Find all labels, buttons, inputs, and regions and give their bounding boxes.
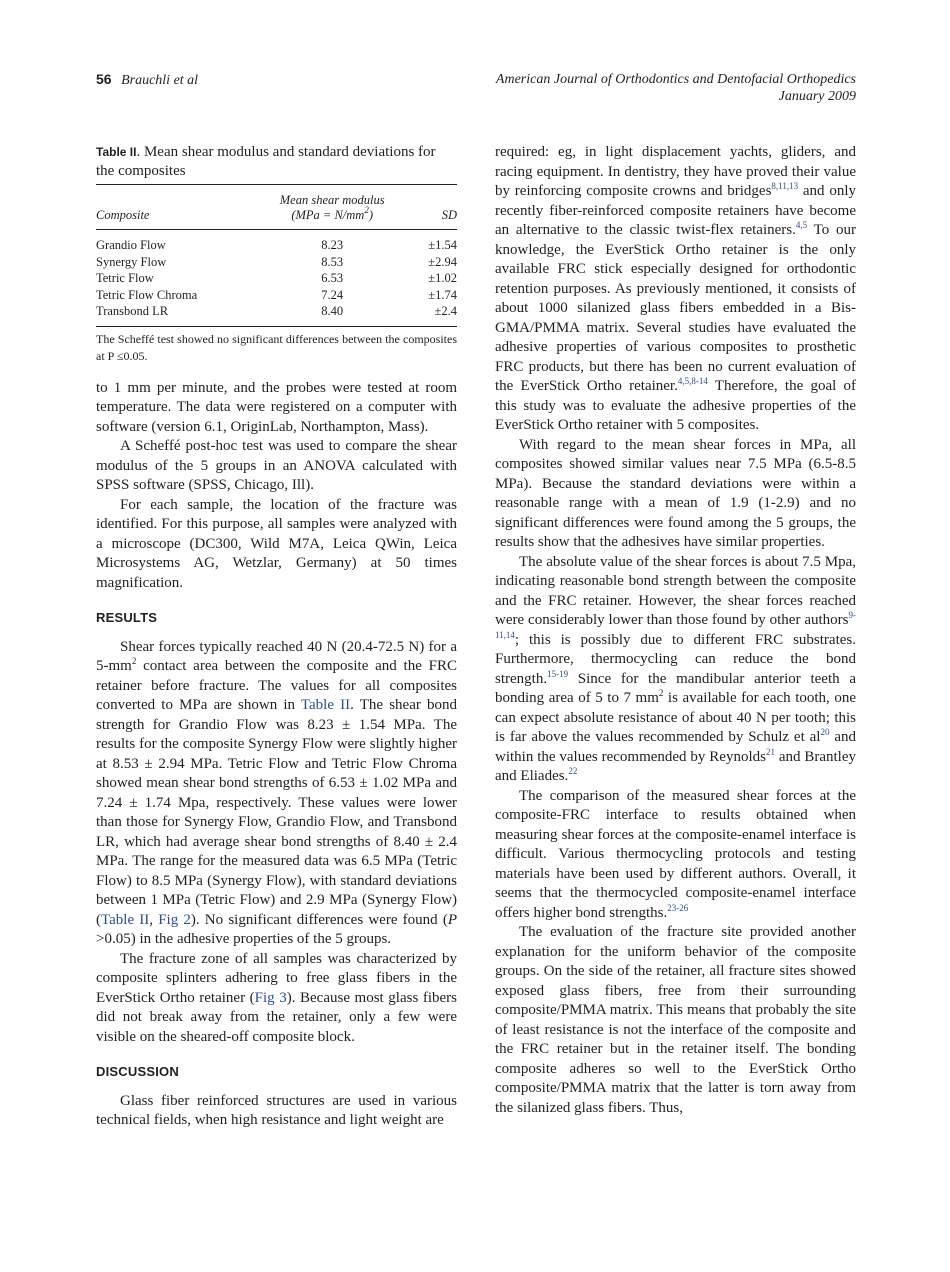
paragraph: The absolute value of the shear forces is about 7.5 Mpa, indicating reasonable bond strength between the composite and the FRC retainer. However, the shear forces reached were considerably lower than those found by other authors$^{9-11,14}$; this is possibly due to different FRC substrates. Furthermore, thermocycling can reduce the bond strength.$^{15-19}$ Since for the mandibular anterior teeth a bonding area of 5 to 7 $mm^2$ is available for each tooth, one can expect absolute resistance of about 40 N per tooth; this is far above the values recommended by Schulz et $al^{20}$ and within the values recommended by Reynolds$^{21}$ and Brantley and Eliades.$^{22}$ — [495, 553, 856, 784]
reference-link[interactable]: 21 — [765, 746, 775, 757]
journal-title: American Journal of Orthodontics and Dentofacial Orthopedics — [495, 72, 856, 87]
table-link[interactable]: Table II — [300, 697, 351, 713]
paragraph: required: eg, in light displacement yachts, gliders, and racing equipment. In dentistry, they have proved their value by reinforcing composite crowns and bridges$^{8,11,13}$ and only recently fiber-reinforced composite retainers have become an alternative to the classic twist-flex retainers.$^{4,5}$ To our knowledge, the EverStick Ortho retainer is the only available FRC stick especially designed for orthodontic retention purposes. As previously mentioned, it consists of about 1000 silanized glass fibers embedded in a Bis-GMA/PMMA matrix. Several studies have evaluated the adhesive properties of various composites to prosthetic FRC products, but there has been no current evaluation of the EverStick Ortho retainer.$^{4,5,8-14}$ Therefore, the goal of this study was to evaluate the adhesive properties of the EverStick Ortho retainer with 5 composites. — [495, 144, 856, 433]
running-header-left — [96, 71, 198, 89]
table-row: Synergy Flow 8.53 ±2.94 — [96, 254, 457, 269]
table-row: Tetric Flow Chroma 7.24 ±1.74 — [96, 287, 457, 302]
running-header-right — [436, 71, 856, 105]
running-authors: Brauchli et al — [121, 73, 199, 88]
col-header-modulus-line1: Mean shear modulus — [279, 193, 385, 207]
table-caption-text: . Mean shear modulus and standard deviations for the composites — [96, 144, 436, 179]
paragraph: For each sample, the location of the fracture was identified. For this purpose, all samples were analyzed with a microscope (DC300, Wild M7A, Leica QWin, Leica Microsystems AG, Wetzlar, Germany) at 50 times magnification. — [96, 496, 457, 591]
table-label: Table II — [96, 145, 137, 159]
paragraph: to 1 mm per minute, and the probes were tested at room temperature. The data were registered on a computer with software (version 6.1, OriginLab, Northampton, Mass). — [96, 379, 457, 435]
paragraph: The evaluation of the fracture site provided another explanation for the uniform behavior of the composite groups. On the side of the retainer, all fracture sites showed exposed glass fibers, free from their surrounding composite/PMMA matrix. This means that probably the site of least resistance is not the interface of the composite and the FRC retainer but in the retainer itself. The bonding composite adheres so well to the EverStick Ortho composite/PMMA matrix that the latter is torn away from the silanized glass fibers. Thus, — [495, 924, 856, 1116]
issue-date: January 2009 — [778, 89, 856, 104]
reference-link[interactable]: 20 — [820, 727, 830, 737]
paragraph: A Scheffé post-hoc test was used to compare the shear modulus of the 5 groups in an ANOVA calculated with SPSS software (SPSS, Chicago, Ill). — [96, 438, 457, 493]
results-heading: RESULTS — [96, 610, 158, 625]
paragraph: With regard to the mean shear forces in MPa, all composites showed similar values near 7.5 MPa (6.5-8.5 MPa). Because the standard deviations were within a reasonable range with a mean of 1.9 (1-2.9) and no significant differences were found among the 5 groups, the results show that the adhesives have similar properties. — [495, 436, 856, 550]
reference-link[interactable]: 22 — [568, 766, 578, 776]
table-row: Tetric Flow 6.53 ±1.02 — [96, 271, 457, 285]
paragraph: The comparison of the measured shear forces at the composite-FRC interface to results obtained when measuring shear forces at the composite-enamel interface is difficult. Various thermocycling protocols and testing materials have been used by different authors. Overall, it seems that the thermocycled composite-enamel interface offers higher bond strengths.$^{23-26}$ — [495, 787, 856, 921]
left-column — [96, 143, 457, 1131]
paragraph: Glass fiber reinforced structures are used in various technical fields, when high resistance and light weight are — [96, 1092, 457, 1128]
reference-link[interactable]: 9-11,14 — [495, 610, 856, 640]
reference-link[interactable]: 23-26 — [667, 902, 689, 913]
right-column — [495, 143, 856, 1118]
shear-modulus-table — [96, 184, 457, 327]
col-header-composite: Composite — [96, 185, 252, 230]
table-link[interactable]: Table II — [101, 911, 150, 928]
col-header-sd: SD — [413, 185, 457, 230]
reference-link[interactable]: 4,5,8-14 — [677, 376, 708, 386]
figure-link[interactable]: Fig 2 — [158, 911, 191, 928]
reference-link[interactable]: 8,11,13 — [771, 181, 799, 191]
table-row: Transbond LR 8.40 ±2.4 — [96, 303, 457, 326]
reference-link[interactable]: 4,5 — [795, 220, 808, 230]
page-number: 56 — [96, 71, 112, 87]
figure-link[interactable]: Fig 3 — [254, 989, 287, 1006]
paragraph: The fracture zone of all samples was characterized by composite splinters adhering to free glass fibers in the EverStick Ortho retainer (Fig 3). Because most glass fibers did not break away from the retainer, only a few were visible on the sheared-off composite block. — [96, 950, 457, 1045]
table-footnote: The Scheffé test showed no significant differences between the composites at P ≤0.05. — [96, 331, 457, 363]
table-caption — [96, 143, 457, 181]
reference-link[interactable]: 15-19 — [547, 668, 569, 679]
discussion-heading: DISCUSSION — [96, 1064, 179, 1079]
col-header-modulus — [252, 185, 413, 230]
col-header-modulus-line2: $(MPa = N/mm^2)$ — [291, 205, 374, 222]
table-row: Grandio Flow 8.23 ±1.54 — [96, 238, 457, 252]
paragraph: Shear forces typically reached 40 N (20.4-72.5 N) for a $5-mm^2$ contact area between the composite and the FRC retainer before fracture. The values for all composites converted to MPa are shown in Table II. The shear bond strength for Grandio Flow was 8.23 ± 1.54 MPa. The results for the composite Synergy Flow were slightly higher at 8.53 ± 2.94 MPa. Tetric Flow and Tetric Flow Chroma showed mean shear bond strengths of 6.53 ± 1.02 MPa and 7.24 ± 1.74 Mpa, respectively. These values were lower than those for Synergy Flow, Grandio Flow, and Transbond LR, which had average shear bond strengths of 8.40 ± 2.4 MPa. The range for the measured data was 6.5 MPa (Tetric Flow) to 8.5 MPa (Synergy Flow), with standard deviations between 1 MPa (Tetric Flow) and 2.9 MPa (Synergy Flow) (Table II, Fig 2). No significant differences were found (P >0.05) in the adhesive properties of the 5 groups. — [96, 638, 457, 947]
